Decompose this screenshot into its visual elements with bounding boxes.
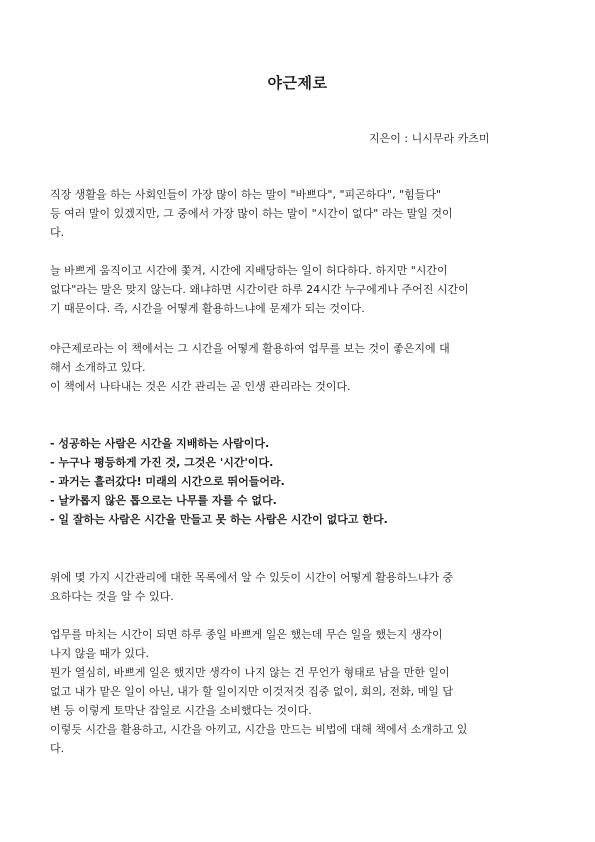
paragraph-line: 변 등 이렇게 토막난 잡일로 시간을 소비했다는 것이다. [50, 704, 312, 717]
paragraph-line: 없고 내가 맡은 일이 아닌, 내가 할 일이지만 이것저것 집중 없이, 회의, 전화, 메일 답 [50, 685, 453, 698]
paragraph-line: 뭔가 열심히, 바쁘게 일은 했지만 생각이 나지 않는 건 무언가 형태로 남을 만한 일이 [50, 666, 450, 679]
paragraph-2 [50, 261, 546, 318]
key-point-item: - 날카롭지 않은 톱으로는 나무를 자를 수 없다. [50, 494, 277, 507]
paragraph-4 [50, 568, 546, 606]
paragraph-line: 기 때문이다. 즉, 시간을 어떻게 활용하느냐에 문제가 되는 것이다. [50, 302, 365, 315]
key-point-item: - 누구나 평등하게 가진 것, 그것은 '시간'이다. [50, 456, 274, 469]
paragraph-line: 업무를 마치는 시간이 되면 하루 종일 바쁘게 일은 했는데 무슨 일을 했는지 생각이 [50, 628, 443, 641]
paragraph-line: 다. [50, 742, 65, 755]
key-points-list [50, 434, 550, 529]
paragraph-line: 직장 생활을 하는 사회인들이 가장 많이 하는 말이 "바쁘다", "피곤하다", "힘들다" [50, 188, 442, 201]
paragraph-3 [50, 339, 546, 396]
paragraph-line: 없다"라는 말은 맞지 않는다. 왜냐하면 시간이란 하루 24시간 누구에게나 주어진 시간이 [50, 283, 469, 296]
key-point-item: - 성공하는 사람은 시간을 지배하는 사람이다. [50, 437, 270, 450]
key-point-item: - 과거는 흘러갔다! 미래의 시간으로 뛰어들어라. [50, 475, 285, 488]
paragraph-line: 등 여러 말이 있겠지만, 그 중에서 가장 많이 하는 말이 "시간이 없다" 라는 말일 것이 [50, 207, 453, 220]
paragraph-line: 요하다는 것을 알 수 있다. [50, 590, 174, 603]
paragraph-line: 이렇듯 시간을 활용하고, 시간을 아끼고, 시간을 만드는 비법에 대해 책에서 소개하고 있 [50, 723, 468, 736]
paragraph-line: 위에 몇 가지 시간관리에 대한 목록에서 알 수 있듯이 시간이 어떻게 활용하느냐가 중 [50, 571, 454, 584]
paragraph-line: 해서 소개하고 있다. [50, 361, 146, 374]
document-title: 야근제로 [267, 74, 328, 92]
paragraph-line: 나지 않을 때가 있다. [50, 647, 149, 660]
paragraph-5 [50, 625, 546, 758]
paragraph-line: 다. [50, 226, 65, 239]
author-line: 지은이 : 니시무라 카츠미 [369, 132, 490, 145]
paragraph-line: 야근제로라는 이 책에서는 그 시간을 어떻게 활용하여 업무를 보는 것이 좋은지에 대 [50, 342, 450, 355]
paragraph-line: 늘 바쁘게 움직이고 시간에 쫓겨, 시간에 지배당하는 일이 허다하다. 하지만 "시간이 [50, 264, 448, 277]
paragraph-1 [50, 185, 546, 242]
key-point-item: - 일 잘하는 사람은 시간을 만들고 못 하는 사람은 시간이 없다고 한다. [50, 513, 388, 526]
paragraph-line: 이 책에서 나타내는 것은 시간 관리는 곧 인생 관리라는 것이다. [50, 380, 351, 393]
